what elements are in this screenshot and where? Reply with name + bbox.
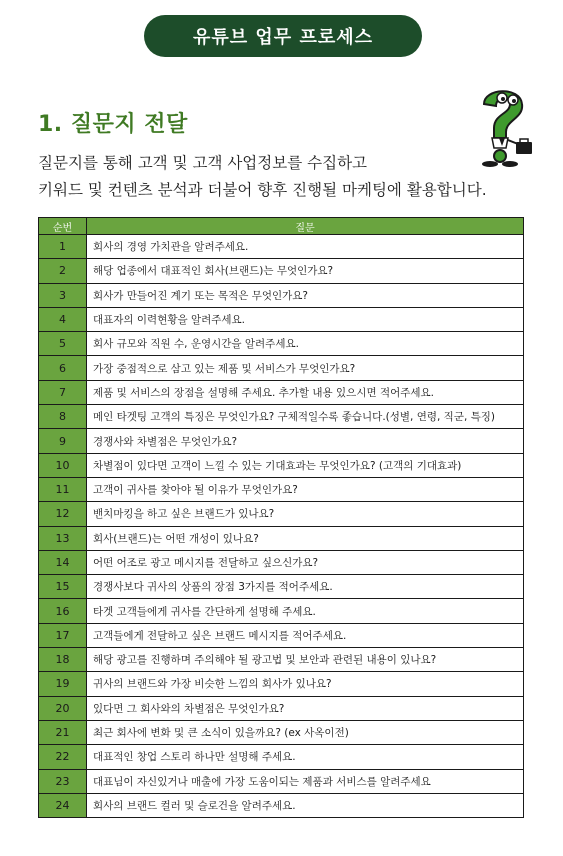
section-title: 1. 질문지 전달 <box>38 112 188 137</box>
row-number: 22 <box>39 745 87 769</box>
table-row <box>39 259 524 283</box>
row-question: 회사 규모와 직원 수, 운영시간을 알려주세요. <box>87 332 524 356</box>
table-row <box>39 332 524 356</box>
row-number: 16 <box>39 599 87 623</box>
row-number: 10 <box>39 453 87 477</box>
row-number: 12 <box>39 502 87 526</box>
intro-line-2: 키워드 및 컨텐츠 분석과 더불어 향후 진행될 마케팅에 활용합니다. <box>38 181 487 199</box>
row-number: 21 <box>39 720 87 744</box>
row-question: 차별점이 있다면 고객이 느낄 수 있는 기대효과는 무엇인가요? (고객의 기대효과) <box>87 453 524 477</box>
table-row <box>39 526 524 550</box>
row-number: 11 <box>39 477 87 501</box>
table-row <box>39 599 524 623</box>
row-number: 3 <box>39 283 87 307</box>
table-row <box>39 380 524 404</box>
table-row <box>39 235 524 259</box>
header-num: 순번 <box>39 218 87 235</box>
row-number: 4 <box>39 307 87 331</box>
row-question: 고객이 귀사를 찾아야 될 이유가 무엇인가요? <box>87 477 524 501</box>
row-question: 있다면 그 회사와의 차별점은 무엇인가요? <box>87 696 524 720</box>
row-question: 경쟁사와 차별점은 무엇인가요? <box>87 429 524 453</box>
table-row <box>39 745 524 769</box>
table-row <box>39 550 524 574</box>
row-question: 회사(브랜드)는 어떤 개성이 있나요? <box>87 526 524 550</box>
table-row <box>39 356 524 380</box>
row-question: 메인 타겟팅 고객의 특징은 무엇인가요? 구체적일수록 좋습니다.(성별, 연령, 직군, 특징) <box>87 405 524 429</box>
row-question: 경쟁사보다 귀사의 상품의 장점 3가지를 적어주세요. <box>87 575 524 599</box>
row-question: 대표자의 이력현황을 알려주세요. <box>87 307 524 331</box>
table-row <box>39 502 524 526</box>
row-question: 해당 업종에서 대표적인 회사(브랜드)는 무엇인가요? <box>87 259 524 283</box>
intro-line-1: 질문지를 통해 고객 및 고객 사업정보를 수집하고 <box>38 154 368 172</box>
row-number: 7 <box>39 380 87 404</box>
table-header-row <box>39 218 524 235</box>
row-number: 6 <box>39 356 87 380</box>
row-number: 2 <box>39 259 87 283</box>
row-question: 밴치마킹을 하고 싶은 브랜드가 있나요? <box>87 502 524 526</box>
table-row <box>39 453 524 477</box>
table-row <box>39 623 524 647</box>
row-question: 대표님이 자신있거나 매출에 가장 도움이되는 제품과 서비스를 알려주세요 <box>87 769 524 793</box>
row-question: 회사가 만들어진 계기 또는 목적은 무엇인가요? <box>87 283 524 307</box>
row-question: 회사의 브랜드 컬러 및 슬로건을 알려주세요. <box>87 793 524 817</box>
table-row <box>39 405 524 429</box>
row-question: 제품 및 서비스의 장점을 설명해 주세요. 추가할 내용 있으시면 적어주세요. <box>87 380 524 404</box>
row-question: 타겟 고객들에게 귀사를 간단하게 설명해 주세요. <box>87 599 524 623</box>
row-number: 5 <box>39 332 87 356</box>
row-question: 귀사의 브랜드와 가장 비슷한 느낌의 회사가 있나요? <box>87 672 524 696</box>
table-row <box>39 283 524 307</box>
row-question: 가장 중점적으로 삼고 있는 제품 및 서비스가 무엇인가요? <box>87 356 524 380</box>
table-row <box>39 307 524 331</box>
table-row <box>39 793 524 817</box>
process-title: 유튜브 업무 프로세스 <box>192 27 374 48</box>
row-number: 9 <box>39 429 87 453</box>
row-number: 15 <box>39 575 87 599</box>
table-row <box>39 429 524 453</box>
row-question: 어떤 어조로 광고 메시지를 전달하고 싶으신가요? <box>87 550 524 574</box>
row-number: 19 <box>39 672 87 696</box>
row-question: 대표적인 창업 스토리 하나만 설명해 주세요. <box>87 745 524 769</box>
process-title-pill <box>144 15 422 57</box>
row-number: 13 <box>39 526 87 550</box>
table-row <box>39 648 524 672</box>
row-number: 1 <box>39 235 87 259</box>
row-question: 최근 회사에 변화 및 큰 소식이 있을까요? (ex 사옥이전) <box>87 720 524 744</box>
row-number: 18 <box>39 648 87 672</box>
row-question: 고객들에게 전달하고 싶은 브랜드 메시지를 적어주세요. <box>87 623 524 647</box>
row-number: 17 <box>39 623 87 647</box>
row-number: 14 <box>39 550 87 574</box>
row-question: 회사의 경영 가치관을 알려주세요. <box>87 235 524 259</box>
row-question: 해당 광고를 진행하며 주의해야 될 광고법 및 보안과 관련된 내용이 있나요? <box>87 648 524 672</box>
table-row <box>39 696 524 720</box>
row-number: 23 <box>39 769 87 793</box>
table-row <box>39 720 524 744</box>
row-number: 8 <box>39 405 87 429</box>
section-intro <box>38 150 487 204</box>
row-number: 24 <box>39 793 87 817</box>
table-row <box>39 672 524 696</box>
table-row <box>39 477 524 501</box>
table-row <box>39 769 524 793</box>
question-mark-character-icon <box>462 82 542 168</box>
header-question: 질문 <box>87 218 524 235</box>
row-number: 20 <box>39 696 87 720</box>
table-row <box>39 575 524 599</box>
question-table <box>38 217 524 818</box>
